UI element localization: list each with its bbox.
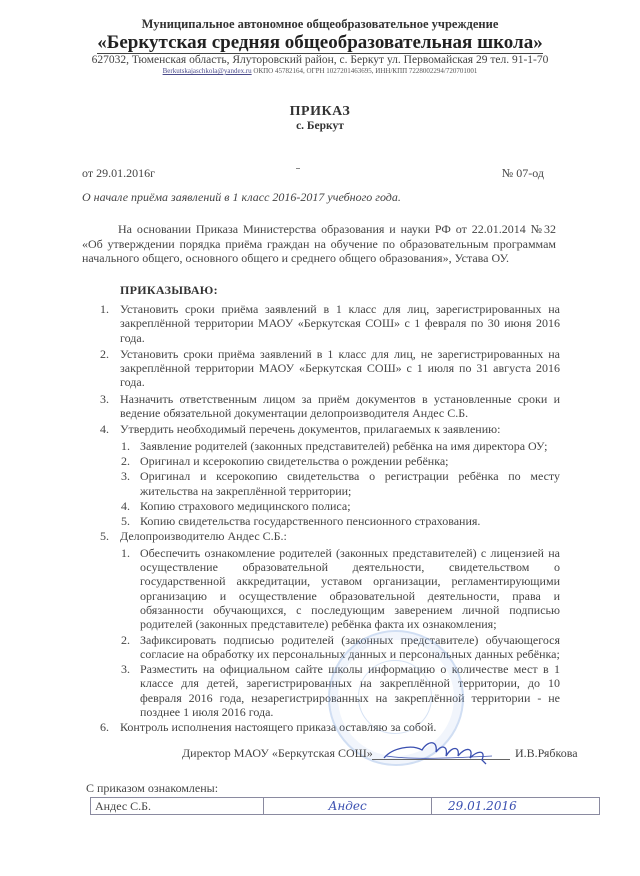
scan-mark	[296, 168, 300, 169]
org-requisites: ОКПО 45782164, ОГРН 1027201463695, ИНН/КПП 7228002294/720701001	[253, 67, 478, 75]
table-row	[91, 798, 600, 815]
item-number: 5.	[100, 529, 109, 544]
acquaintance-date: 29.01.2016	[432, 798, 600, 815]
order-subitem-4-5	[90, 514, 560, 528]
acquaintance-label: С приказом ознакомлены:	[86, 781, 219, 795]
subitem-number: 2.	[121, 632, 130, 647]
item-number: 6.	[100, 720, 109, 735]
item-text: Установить сроки приёма заявлений в 1 класс для лиц, зарегистрированных на закреплённой территории МАОУ «Беркутская СОШ» с 1 февраля по 30 июня 2016 года.	[120, 302, 560, 345]
item-text: Утвердить необходимый перечень документов, прилагаемых к заявлению:	[120, 422, 501, 437]
document-basis: На основании Приказа Министерства образования и науки РФ от 22.01.2014 №32 «Об утверждении порядка приёма граждан на обучение по образовательным программам начального общего, основного общего и среднего общего образования», Устава ОУ.	[82, 222, 556, 265]
document-title: ПРИКАЗ	[289, 104, 351, 119]
subitem-number: 2.	[121, 453, 130, 468]
item-number: 2.	[100, 346, 109, 361]
org-address: 627032, Тюменская область, Ялуторовский район, с. Беркут ул. Первомайская 29 тел. 91-1-70	[91, 54, 549, 66]
org-name-line1: Муниципальное автономное общеобразовательное учреждение	[141, 17, 499, 31]
order-heading: ПРИКАЗЫВАЮ:	[120, 283, 218, 297]
subitem-number: 4.	[121, 498, 130, 513]
item-text: Назначить ответственным лицом за приём документов в установленные сроки и ведение обязательной документации делопроизводителя Андес С.Б.	[120, 391, 560, 421]
item-text: Делопроизводителю Андес С.Б.:	[120, 529, 287, 544]
item-number: 3.	[100, 391, 109, 406]
order-subitem-5-2	[90, 633, 560, 662]
acquaintance-table	[90, 797, 600, 815]
subitem-text: Обеспечить ознакомление родителей (законных представителей) с лицензией на осуществление образовательной деятельности, свидетельством о государственной аккредитации, уставом организации, регламентирующими организацию и осуществление образовательной деятельности, права и обязанности обучающихся, с последующим заверением личной подписью родителей (законных представителе) ребёнка факта их ознакомления;	[140, 545, 560, 632]
item-text: Контроль исполнения настоящего приказа оставляю за собой.	[120, 720, 437, 735]
order-item-2	[90, 347, 560, 390]
item-number: 4.	[100, 422, 109, 437]
subitem-number: 1.	[121, 438, 130, 453]
subitem-text: Оригинал и ксерокопию свидетельства о рождении ребёнка;	[140, 453, 449, 468]
handwritten-signature-icon	[382, 736, 502, 766]
document-date: от 29.01.2016г	[82, 166, 156, 180]
subitem-number: 5.	[121, 514, 130, 529]
director-name: И.В.Рябкова	[515, 746, 578, 760]
item-text: Установить сроки приёма заявлений в 1 класс для лиц, не зарегистрированных на закреплённой территории МАОУ «Беркутская СОШ» с 1 июля по 31 августа 2016 года.	[120, 346, 560, 390]
order-subitem-5-3	[90, 662, 560, 719]
order-subitem-4-2	[90, 454, 560, 468]
signature-line	[372, 759, 510, 760]
org-name-line2	[0, 32, 640, 54]
subitem-number: 3.	[121, 469, 130, 484]
order-subitem-5-1	[90, 546, 560, 632]
order-item-1	[90, 302, 560, 345]
org-requisites-line	[0, 67, 640, 75]
document-number: № 07-од	[501, 166, 544, 180]
subitem-text: Копию страхового медицинского полиса;	[140, 498, 351, 513]
order-item-4	[90, 422, 560, 436]
subitem-number: 3.	[121, 662, 130, 677]
subitem-number: 1.	[121, 545, 130, 560]
order-item-3	[90, 392, 560, 421]
subitem-text: Зафиксировать подписью родителей (законных представителе) обучающегося согласие на обработку их персональных данных и персональных данных ребёнка;	[140, 632, 560, 661]
document-subject: О начале приёма заявлений в 1 класс 2016-2017 учебного года.	[82, 190, 401, 204]
order-item-6	[90, 720, 560, 734]
order-item-5	[90, 529, 560, 543]
subitem-text: Оригинал и ксерокопию свидетельства о регистрации ребёнка по месту жительства на закреплённой территории;	[140, 469, 560, 498]
document-place: с. Беркут	[296, 120, 344, 132]
item-number: 1.	[100, 302, 109, 316]
org-email-link[interactable]: Berkutskajaschkola@yandex.ru	[162, 67, 252, 75]
order-subitem-4-1	[90, 439, 560, 453]
subitem-text: Заявление родителей (законных представителей) ребёнка на имя директора ОУ;	[140, 438, 548, 453]
order-subitem-4-4	[90, 499, 560, 513]
acquaintance-signature: Андес	[264, 798, 432, 815]
acquaintance-name: Андес С.Б.	[91, 798, 264, 815]
order-items	[90, 302, 560, 737]
subitem-text: Разместить на официальном сайте школы информацию о количестве мест в 1 классе для детей, зарегистрированных на закреплённой территории, до 10 февраля 2016 года, незарегистрированных на закреплённой территории - не позднее 1 июля 2016 года.	[140, 662, 560, 720]
school-name: «Беркутская средняя общеобразовательная школа»	[97, 32, 543, 53]
director-position: Директор МАОУ «Беркутская СОШ»	[182, 746, 373, 760]
subitem-text: Копию свидетельства государственного пенсионного страхования.	[140, 514, 481, 529]
order-subitem-4-3	[90, 469, 560, 498]
